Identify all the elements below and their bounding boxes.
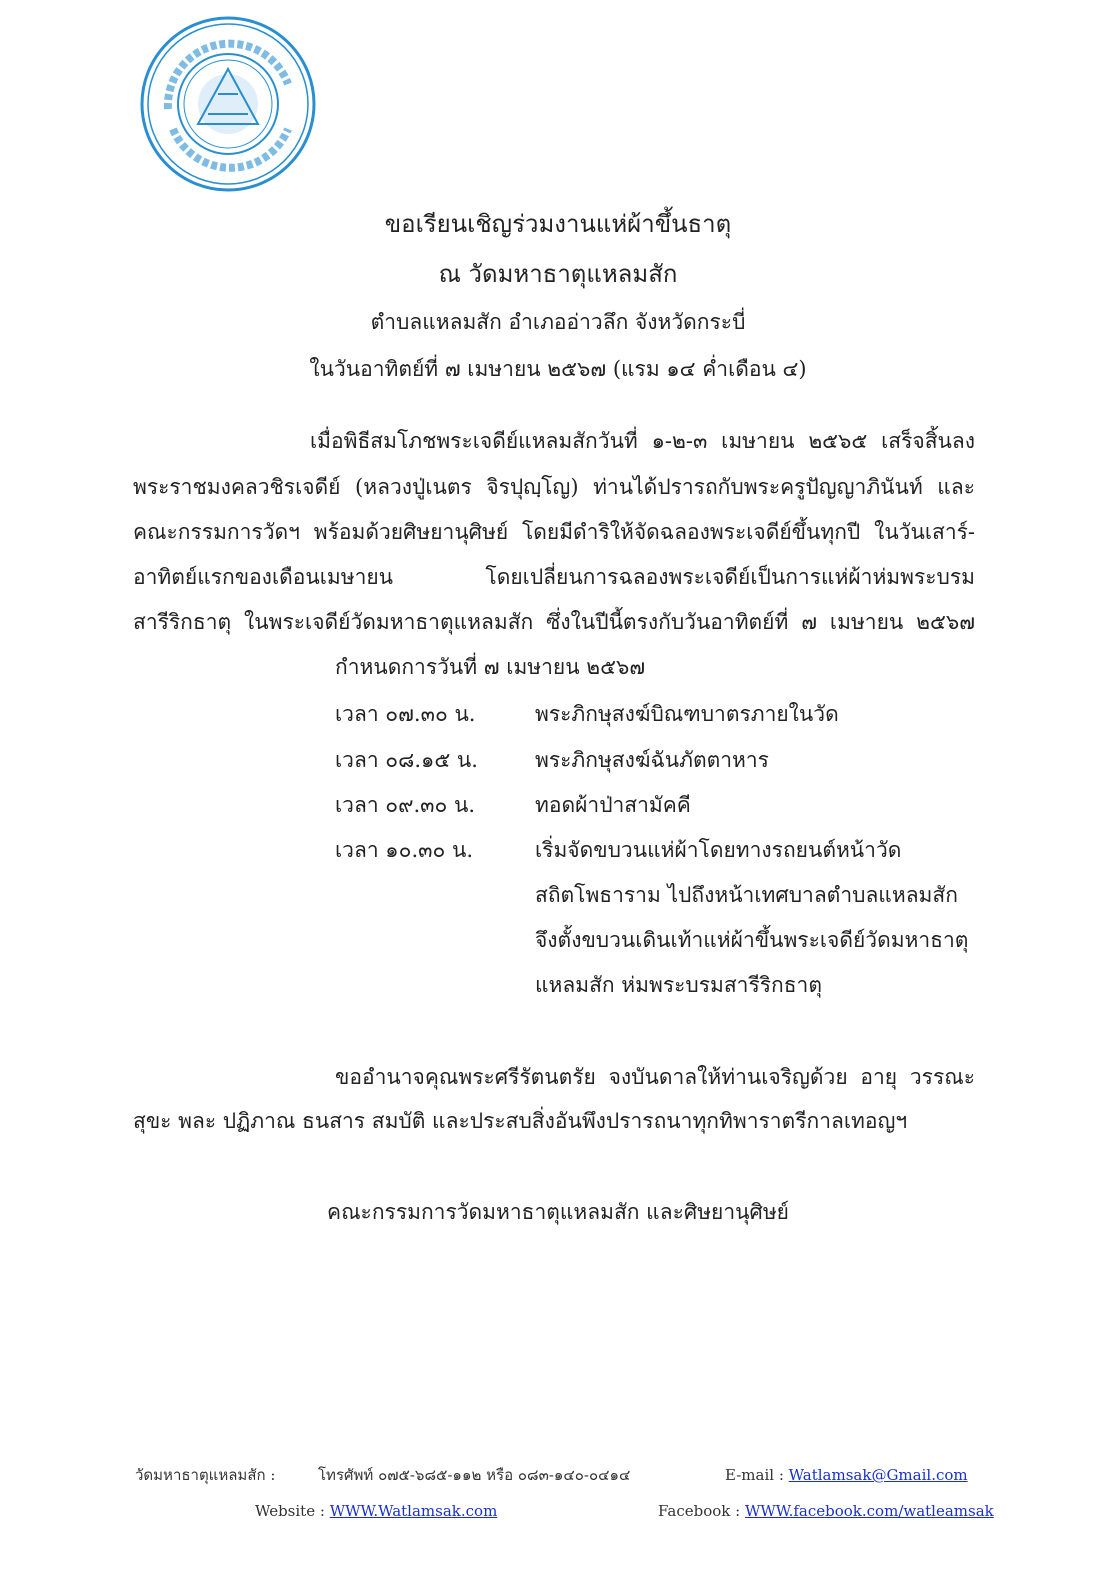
footer-phone: โทรศัพท์ ๐๗๕-๖๘๕-๑๑๒ หรือ ๐๘๓-๑๔๐-๐๔๑๔ — [318, 1466, 631, 1484]
footer-email — [725, 1465, 968, 1485]
body-line-1: เมื่อพิธีสมโภชพระเจดีย์แหลมสักวันที่ ๑-๒-๓ เมษายน ๒๕๖๕ เสร็จสิ้นลง — [310, 429, 975, 453]
website-link[interactable]: WWW.Watlamsak.com — [329, 1502, 498, 1520]
closing-line-2: สุขะ พละ ปฏิภาณ ธนสาร สมบัติ และประสบสิ่งอันพึงปรารถนาทุกทิพาราตรีกาลเทอญฯ — [133, 1109, 908, 1133]
schedule-activity: แหลมสัก ห่มพระบรมสารีริกธาตุ — [535, 973, 822, 997]
schedule-activity: เริ่มจัดขบวนแห่ผ้าโดยทางรถยนต์หน้าวัด — [535, 838, 902, 862]
schedule-activity: สถิตโพธาราม ไปถึงหน้าเทศบาลตำบลแหลมสัก — [535, 883, 958, 907]
schedule-activity: พระภิกษุสงฆ์ฉันภัตตาหาร — [535, 748, 769, 772]
schedule-activity: ทอดผ้าป่าสามัคคี — [535, 793, 691, 817]
facebook-label: Facebook : — [658, 1502, 741, 1520]
schedule-time: เวลา ๐๙.๓๐ น. — [335, 793, 476, 817]
closing-line-1: ขออำนาจคุณพระศรีรัตนตรัย จงบันดาลให้ท่านเจริญด้วย อายุ วรรณะ — [335, 1065, 975, 1089]
title-line-2: ณ วัดมหาธาตุแหลมสัก — [438, 260, 678, 288]
facebook-link[interactable]: WWW.facebook.com/watleamsak — [744, 1502, 994, 1520]
signature: คณะกรรมการวัดมหาธาตุแหลมสัก และศิษยานุศิษย์ — [327, 1200, 789, 1224]
schedule-time: เวลา ๐๘.๑๕ น. — [335, 748, 478, 772]
title-line-1: ขอเรียนเชิญร่วมงานแห่ผ้าขึ้นธาตุ — [384, 210, 732, 238]
seal-icon — [138, 14, 318, 194]
body-line-2: พระราชมงคลวชิรเจดีย์ (หลวงปู่เนตร จิรปุญฺโญ) ท่านได้ปรารถกับพระครูปัญญาภินันท์ และ — [133, 475, 975, 499]
body-line-5: สารีริกธาตุ ในพระเจดีย์วัดมหาธาตุแหลมสัก ซึ่งในปีนี้ตรงกับวันอาทิตย์ที่ ๗ เมษายน ๒๕๖๗ — [133, 610, 975, 634]
schedule-time: เวลา ๑๐.๓๐ น. — [335, 838, 474, 862]
email-link[interactable]: Watlamsak@Gmail.com — [788, 1466, 968, 1484]
schedule-activity: จึงตั้งขบวนเดินเท้าแห่ผ้าขึ้นพระเจดีย์วัดมหาธาตุ — [535, 928, 969, 952]
temple-seal — [138, 14, 318, 194]
title-line-4: ในวันอาทิตย์ที่ ๗ เมษายน ๒๕๖๗ (แรม ๑๔ ค่ำเดือน ๔) — [309, 357, 807, 381]
footer-website — [255, 1501, 497, 1521]
footer-facebook — [658, 1501, 994, 1521]
schedule-heading: กำหนดการวันที่ ๗ เมษายน ๒๕๖๗ — [335, 655, 646, 679]
schedule-activity: พระภิกษุสงฆ์บิณฑบาตรภายในวัด — [535, 702, 839, 726]
title-line-3: ตำบลแหลมสัก อำเภออ่าวลึก จังหวัดกระบี่ — [370, 310, 746, 334]
website-label: Website : — [255, 1502, 325, 1520]
schedule-time: เวลา ๐๗.๓๐ น. — [335, 702, 476, 726]
body-line-4 — [133, 563, 975, 591]
email-label: E-mail : — [725, 1466, 784, 1484]
body-line-3: คณะกรรมการวัดฯ พร้อมด้วยศิษยานุศิษย์ โดยมีดำริให้จัดฉลองพระเจดีย์ขึ้นทุกปี ในวันเสาร์- — [133, 520, 975, 544]
body-line-4a: อาทิตย์แรกของเดือนเมษายน — [133, 565, 394, 589]
footer-org: วัดมหาธาตุแหลมสัก : — [135, 1466, 276, 1484]
body-line-4b: โดยเปลี่ยนการฉลองพระเจดีย์เป็นการแห่ผ้าห่มพระบรม — [485, 565, 975, 589]
